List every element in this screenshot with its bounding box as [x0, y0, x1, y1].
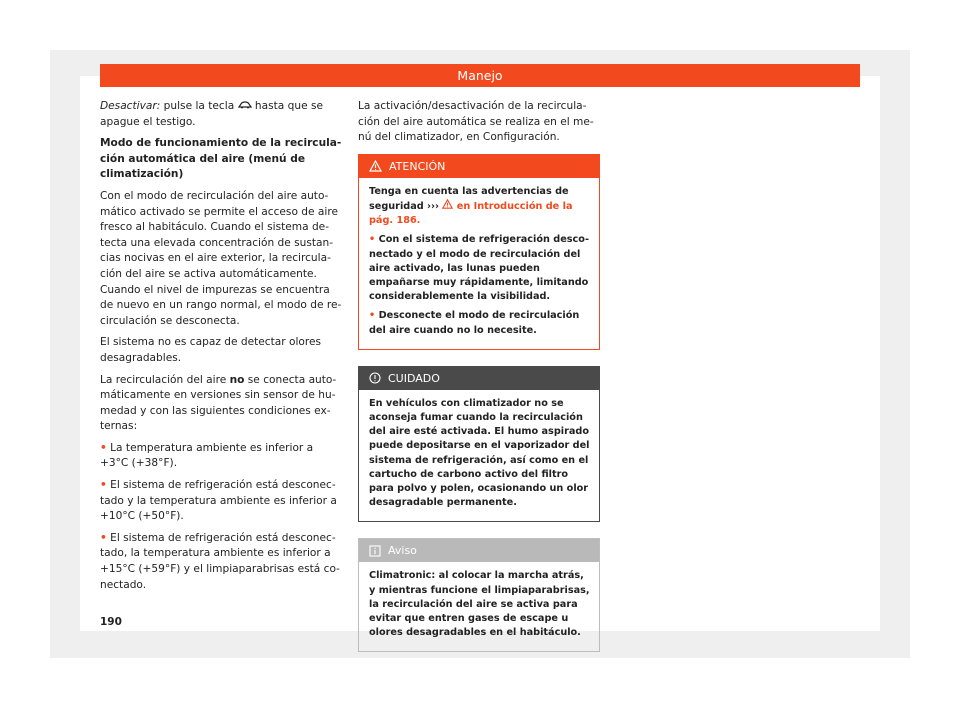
warning-bullet [369, 233, 591, 304]
warning-title: ATENCIÓN [389, 159, 446, 173]
right-intro: La activación/desactivación de la recirculación del aire automática se realiza en el menú del climatizador, en Configuración. [358, 100, 594, 144]
right-column [358, 99, 600, 652]
warning-box [358, 154, 600, 350]
deactivate-label: Desactivar: [100, 100, 161, 112]
info-square-icon [369, 545, 381, 557]
paragraph-2: El sistema no es capaz de detectar olores desagradables. [100, 336, 322, 364]
deactivate-text-2: hasta que se apague el testigo. [100, 100, 324, 128]
bullet-icon: • [369, 310, 376, 322]
warning-triangle-icon [369, 160, 382, 172]
note-header [359, 539, 599, 562]
bullet-icon: • [100, 531, 107, 544]
caution-box [358, 366, 600, 523]
left-column [100, 99, 342, 599]
paragraph-3 [100, 373, 342, 435]
deactivate-paragraph [100, 99, 342, 130]
warning-bullet [369, 309, 591, 337]
warning-reference [369, 185, 591, 229]
section-title: Manejo [457, 68, 503, 83]
warning-header [359, 155, 599, 178]
caution-header [359, 367, 599, 390]
paragraph-1: Con el modo de recirculación del aire automático activado se permite el acceso de aire fresco al habitáculo. Cuando el sistema detecta una elevada concentración de sustancias nocivas en el aire exterior, la recirculación del aire se activa automáticamente. Cuando el nivel de impurezas se encuentra de nuevo en un rango normal, el modo de recirculación se desconecta. [100, 189, 342, 327]
bullet-text: El sistema de refrigeración está desconectado, la temperatura ambiente es inferior a +15°C (+59°F) y el limpiaparabrisas está conectado. [100, 531, 340, 591]
section-heading: Modo de funcionamiento de la recirculación automática del aire (menú de climatización) [100, 137, 342, 181]
caution-title: CUIDADO [388, 371, 440, 385]
paragraph-3-bold: no [229, 373, 245, 386]
info-circle-icon [369, 372, 381, 384]
section-header [100, 64, 860, 87]
paragraph-3-text-a: La recirculación del aire [100, 373, 230, 386]
warning-bullet-text: Con el sistema de refrigeración desconectado y el modo de recirculación del aire activado, las lunas pueden empañarse muy rápidamente, limitando considerablemente la visibilidad. [369, 234, 589, 303]
warning-page-link[interactable]: en Introducción de la pág. 186. [369, 200, 573, 227]
warning-ref-text: Tenga en cuenta las advertencias de seguridad ››› [369, 185, 569, 212]
warning-bullet-text: Desconecte el modo de recirculación del aire cuando no lo necesite. [369, 310, 580, 336]
note-title: Aviso [388, 544, 417, 558]
page-number: 190 [100, 616, 122, 628]
deactivate-text-1: pulse la tecla [160, 100, 238, 112]
note-text: Climatronic: al colocar la marcha atrás, y mientras funcione el limpiaparabrisas, la recirculación del aire se activa para evitar que entren gases de escape u olores desagradables en el habitáculo. [369, 570, 590, 639]
bullet-text: El sistema de refrigeración está desconectado y la temperatura ambiente es inferior a +10°C (+50°F). [100, 479, 337, 523]
bullet-text: La temperatura ambiente es inferior a +3°C (+38°F). [100, 441, 314, 470]
bullet-item [100, 441, 342, 472]
bullet-icon: • [100, 441, 107, 454]
recirculation-car-icon [238, 101, 252, 109]
caution-text: En vehículos con climatizador no se aconseja fumar cuando la recirculación del aire esté activada. El humo aspirado puede depositarse en el vaporizador del sistema de refrigeración, así como en el cartucho de carbono activo del filtro para polvo y polen, ocasionando un olor desagradable permanente. [369, 397, 590, 509]
note-body [359, 562, 599, 651]
note-box [358, 538, 600, 652]
bullet-icon: • [369, 234, 376, 246]
warning-body [359, 178, 599, 349]
bullet-item [100, 478, 342, 525]
caution-body [359, 390, 599, 522]
bullet-item [100, 531, 342, 593]
warning-triangle-icon [442, 199, 453, 209]
paragraph-3-text-b: se conecta automáticamente en versiones sin sensor de humedad y con las siguientes condiciones externas: [100, 373, 337, 433]
bullet-icon: • [100, 479, 107, 492]
